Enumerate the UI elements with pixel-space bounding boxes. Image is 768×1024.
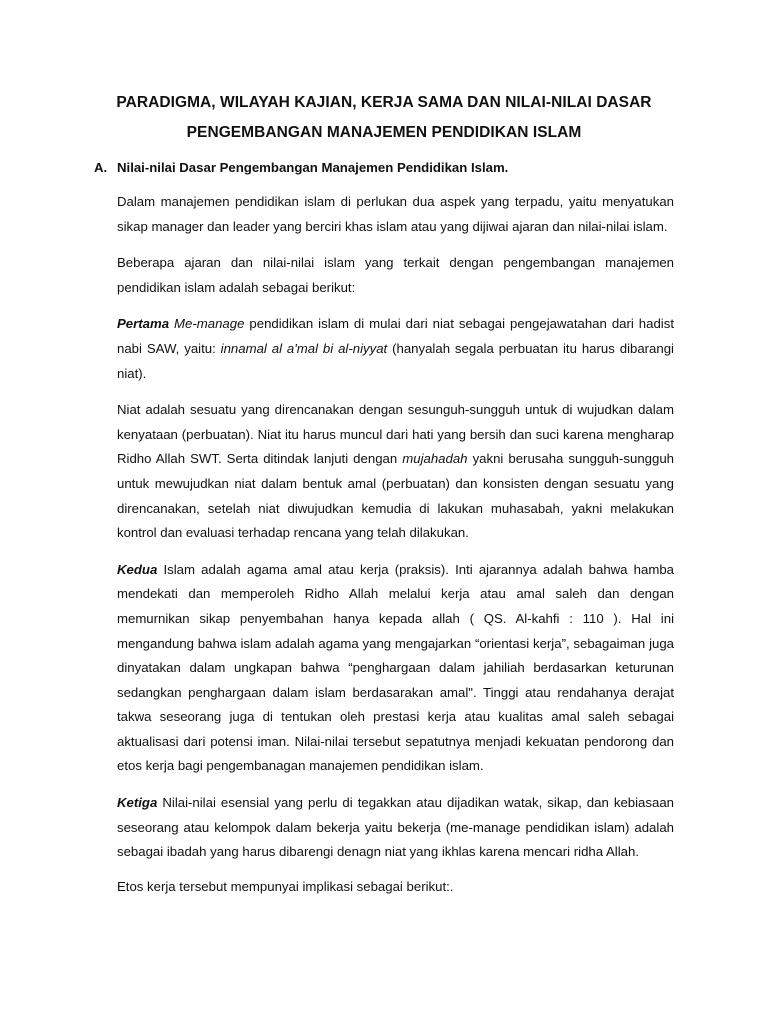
paragraph-ketiga: [117, 791, 674, 865]
paragraph-etos: Etos kerja tersebut mempunyai implikasi sebagai berikut:.: [117, 878, 454, 894]
paragraph-pertama: [117, 312, 674, 386]
paragraph-pertama-text-2: (hanyalah segala perbuatan itu harus dibarangi niat).: [117, 340, 674, 381]
paragraph-pertama-text-1: pendidikan islam di mulai dari niat sebagai pengejawatahan dari hadist nabi SAW, yaitu:: [117, 316, 674, 356]
lead-word-kedua: Kedua: [117, 561, 158, 577]
paragraph-1: Dalam manajemen pendidikan islam di perlukan dua aspek yang terpadu, yaitu menyatukan sikap manager dan leader yang berciri khas islam atau yang dijiwai ajaran dan nilai-nilai islam.: [117, 194, 674, 234]
section-marker: A.: [94, 160, 108, 175]
paragraph-niat: [117, 398, 674, 546]
hadith-quote: innamal al a'mal bi al-niyyat: [220, 340, 388, 356]
paragraph-niat-text-2: yakni berusaha sungguh-sungguh untuk mewujudkan niat dalam bentuk amal (perbuatan) dan konsisten dengan sesuatu yang direncanakan, setelah niat diwujudkan kemudia di lakukan muhasabah, yakni melakukan kontrol dan evaluasi terhadap rencana yang telah dilakukan.: [117, 451, 674, 541]
paragraph-niat-text-1: Niat adalah sesuatu yang direncanakan dengan sesunguh-sungguh untuk di wujudkan dalam kenyataan (perbuatan). Niat itu harus muncul dari hati yang bersih dan suci karena mengharap Ridho Allah SWT. Serta ditindak lanjuti dengan: [117, 402, 674, 467]
paragraph-2: Beberapa ajaran dan nilai-nilai islam yang terkait dengan pengembangan manajemen pendidikan islam adalah sebagai berikut:: [117, 255, 674, 295]
section-heading-text: Nilai-nilai Dasar Pengembangan Manajemen Pendidikan Islam.: [117, 160, 509, 175]
lead-word-pertama: Pertama: [117, 316, 170, 332]
paragraph-kedua-text: Islam adalah agama amal atau kerja (praksis). Inti ajarannya adalah bahwa hamba mendekati dan memperoleh Ridho Allah melalui kerja atau amal saleh dan dengan memurnikan sikap penyembahan hanya kepada allah ( QS. Al-kahfi : 110 ). Hal ini mengandung bahwa islam adalah agama yang mengajarkan “orientasi kerja”, sebagaiman juga dinyatakan dalam ungkapan bahwa “penghargaan dalam jahiliah berdasarkan keturunan sedangkan penghargaan dalam islam berdasarakan amal". Tinggi atau rendahanya derajat takwa seseorang juga di tentukan oleh prestasi kerja atau kualitas amal saleh sebagai aktualisasi dari potensi iman. Nilai-nilai tersebut sepatutnya menjadi kekuatan pendorong dan etos kerja bagi pengembanagan manajemen pendidikan islam.: [117, 561, 674, 774]
term-me-manage: Me-manage: [174, 316, 245, 332]
section-heading: [94, 156, 674, 180]
document-title: [94, 88, 674, 148]
title-line-2: PENGEMBANGAN MANAJEMEN PENDIDIKAN ISLAM: [186, 124, 582, 141]
lead-word-ketiga: Ketiga: [117, 795, 158, 811]
title-line-1: PARADIGMA, WILAYAH KAJIAN, KERJA SAMA DAN NILAI-NILAI DASAR: [116, 94, 652, 111]
paragraph-ketiga-text: Nilai-nilai esensial yang perlu di tegakkan atau dijadikan watak, sikap, dan kebiasaan seseorang atau kelompok dalam bekerja yaitu bekerja (me-manage pendidikan islam) adalah sebagai ibadah yang harus dibarengi denagn niat yang ikhlas karena mencari ridha Allah.: [117, 795, 674, 860]
term-mujahadah: mujahadah: [402, 451, 468, 467]
paragraph-kedua: [117, 558, 674, 779]
